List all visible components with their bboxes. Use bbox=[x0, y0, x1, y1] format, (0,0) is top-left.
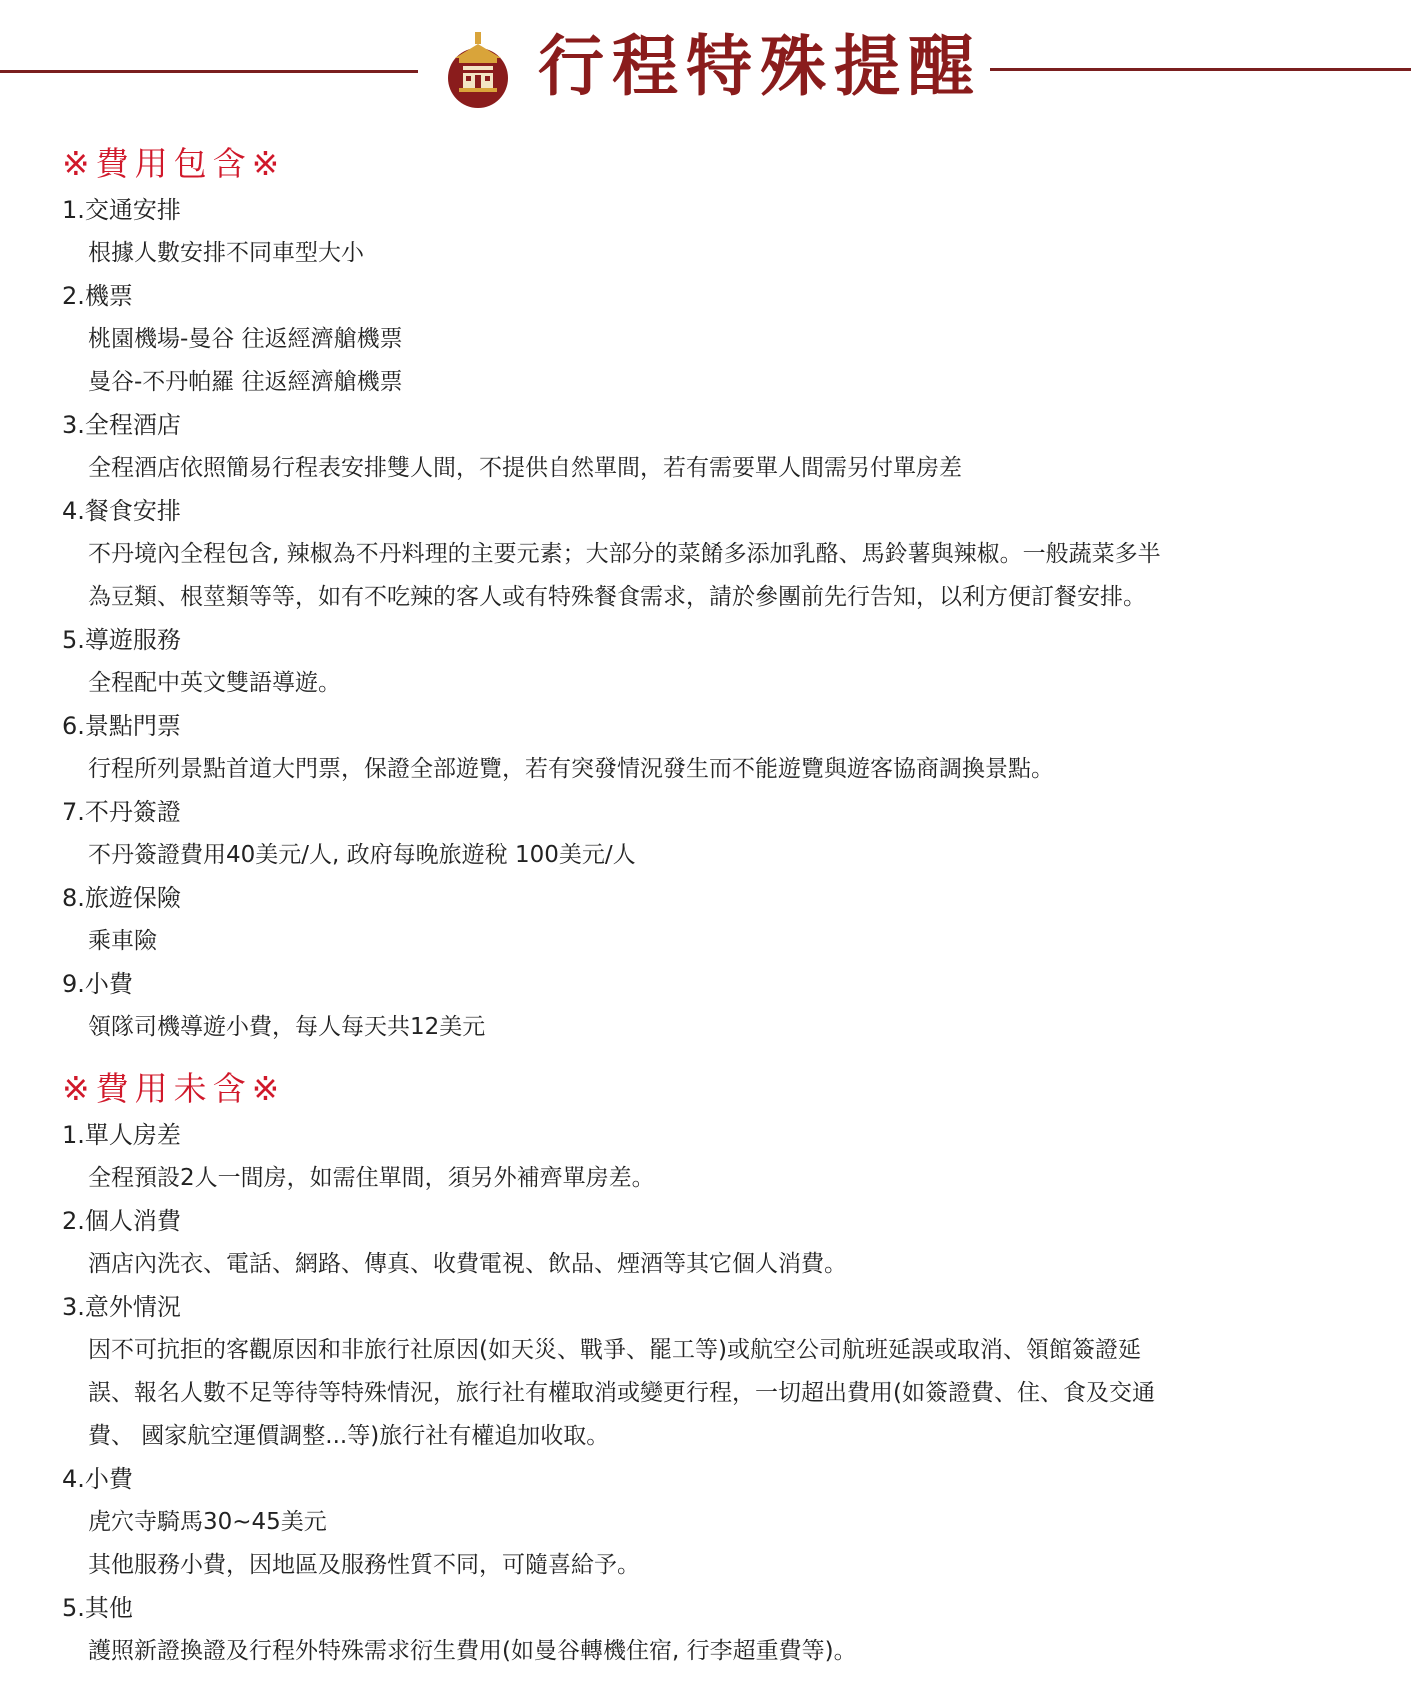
page-title: 行程特殊提醒 bbox=[538, 28, 982, 105]
item-title: 6.景點門票 bbox=[62, 712, 181, 740]
item-title: 5.導遊服務 bbox=[62, 626, 181, 654]
item-title: 2.機票 bbox=[62, 282, 133, 310]
item-title: 4.餐食安排 bbox=[62, 497, 181, 525]
page-header bbox=[0, 0, 1411, 120]
item-description: 全程酒店依照簡易行程表安排雙人間，不提供自然單間，若有需要單人間需另付單房差 bbox=[88, 455, 962, 481]
item-title: 8.旅遊保險 bbox=[62, 884, 181, 912]
item-description: 費、 國家航空運價調整...等)旅行社有權追加收取。 bbox=[88, 1423, 610, 1449]
item-title: 2.個人消費 bbox=[62, 1207, 181, 1235]
item-description: 誤、報名人數不足等待等特殊情況，旅行社有權取消或變更行程，一切超出費用(如簽證費、住、食及交通 bbox=[88, 1380, 1155, 1406]
item-description: 護照新證換證及行程外特殊需求衍生費用(如曼谷轉機住宿, 行李超重費等)。 bbox=[88, 1638, 857, 1664]
item-title: 3.全程酒店 bbox=[62, 411, 181, 439]
item-description: 不丹境內全程包含, 辣椒為不丹料理的主要元素；大部分的菜餚多添加乳酪、馬鈴薯與辣椒。一般蔬菜多半 bbox=[88, 541, 1161, 567]
item-description: 全程預設2人一間房，如需住單間，須另外補齊單房差。 bbox=[88, 1165, 655, 1191]
item-description: 因不可抗拒的客觀原因和非旅行社原因(如天災、戰爭、罷工等)或航空公司航班延誤或取消、領館簽證延 bbox=[88, 1337, 1141, 1363]
item-description: 領隊司機導遊小費，每人每天共12美元 bbox=[88, 1014, 486, 1040]
item-title: 1.交通安排 bbox=[62, 196, 181, 224]
item-description: 曼谷-不丹帕羅 往返經濟艙機票 bbox=[88, 369, 403, 395]
item-description: 根據人數安排不同車型大小 bbox=[88, 240, 364, 266]
section-title-excluded: ※費用未含※ bbox=[62, 1069, 286, 1108]
item-title: 4.小費 bbox=[62, 1465, 133, 1493]
section-title-included: ※費用包含※ bbox=[62, 144, 286, 183]
palace-icon bbox=[445, 28, 511, 108]
item-description: 不丹簽證費用40美元/人, 政府每晚旅遊稅 100美元/人 bbox=[88, 842, 636, 868]
item-description: 乘車險 bbox=[88, 928, 157, 954]
item-title: 9.小費 bbox=[62, 970, 133, 998]
item-description: 全程配中英文雙語導遊。 bbox=[88, 670, 341, 696]
item-title: 3.意外情況 bbox=[62, 1293, 181, 1321]
item-description: 其他服務小費，因地區及服務性質不同，可隨喜給予。 bbox=[88, 1552, 640, 1578]
item-description: 為豆類、根莖類等等，如有不吃辣的客人或有特殊餐食需求，請於參團前先行告知，以利方便訂餐安排。 bbox=[88, 584, 1146, 610]
header-divider-left bbox=[0, 70, 418, 73]
item-title: 1.單人房差 bbox=[62, 1121, 181, 1149]
item-description: 桃園機場-曼谷 往返經濟艙機票 bbox=[88, 326, 403, 352]
item-description: 虎穴寺騎馬30~45美元 bbox=[88, 1509, 327, 1535]
header-divider-right bbox=[990, 68, 1411, 71]
item-description: 酒店內洗衣、電話、網路、傳真、收費電視、飲品、煙酒等其它個人消費。 bbox=[88, 1251, 847, 1277]
item-description: 行程所列景點首道大門票，保證全部遊覽，若有突發情況發生而不能遊覽與遊客協商調換景點。 bbox=[88, 756, 1054, 782]
item-title: 5.其他 bbox=[62, 1594, 133, 1622]
item-title: 7.不丹簽證 bbox=[62, 798, 181, 826]
